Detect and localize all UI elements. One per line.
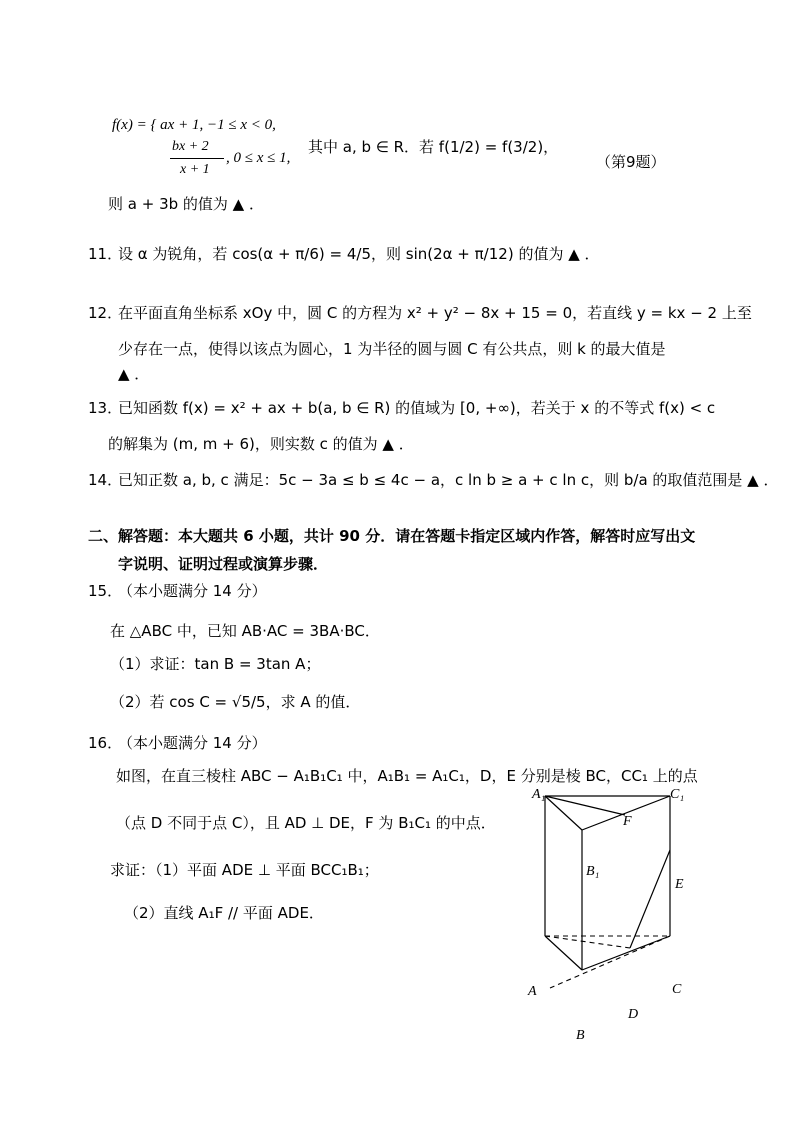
q16-line1: 如图，在直三棱柱 ABC − A₁B₁C₁ 中，A₁B₁ = A₁C₁，D，E 分别是棱 BC，CC₁ 上的点 bbox=[116, 767, 698, 785]
q11-number: 11． bbox=[88, 245, 123, 263]
label-f: F bbox=[623, 814, 632, 829]
q10-fraction-bar bbox=[170, 158, 224, 159]
q16-prove2: （2）直线 A₁F // 平面 ADE． bbox=[124, 904, 324, 922]
edge-a1b1 bbox=[545, 796, 582, 830]
q11-text: 设 α 为锐角，若 cos(α + π/6) = 4/5，则 sin(2α + π/12) 的值为 ▲ ． bbox=[118, 245, 600, 263]
q10-ask: 则 a + 3b 的值为 ▲ ． bbox=[108, 195, 264, 213]
q14-text: 已知正数 a, b, c 满足：5c − 3a ≤ b ≤ 4c − a，c ln b ≥ a + c ln c，则 b/a 的取值范围是 ▲ ． bbox=[118, 471, 779, 489]
q13-number: 13． bbox=[88, 399, 123, 417]
q12-line3: ▲ ． bbox=[118, 365, 150, 383]
segment-a1f bbox=[545, 796, 625, 815]
hidden-segment-ad bbox=[550, 936, 670, 988]
q10-func-piece2-num: bx + 2 bbox=[172, 139, 209, 154]
q10-func-piece2-tail: , 0 ≤ x ≤ 1, bbox=[226, 150, 291, 166]
label-e: E bbox=[675, 877, 684, 892]
label-a1: A₁ bbox=[532, 787, 546, 802]
q15-given: 在 △ABC 中，已知 AB·AC = 3BA·BC． bbox=[110, 622, 380, 640]
q10-func-piece1: f(x) = { ax + 1, −1 ≤ x < 0, bbox=[112, 117, 276, 133]
label-c: C bbox=[672, 982, 682, 997]
label-a: A bbox=[528, 984, 537, 999]
q15-part1: （1）求证：tan B = 3tan A； bbox=[110, 655, 321, 673]
q12-number: 12． bbox=[88, 304, 123, 322]
label-b1: B₁ bbox=[586, 864, 600, 879]
edge-ab bbox=[545, 936, 582, 970]
q13-line2: 的解集为 (m, m + 6)，则实数 c 的值为 ▲ ． bbox=[108, 435, 414, 453]
section2-heading-line1: 二、解答题：本大题共 6 小题，共计 90 分．请在答题卡指定区域内作答，解答时应写出文 bbox=[88, 527, 696, 545]
hidden-segment-ad-upper bbox=[545, 936, 630, 948]
q16-prove1: 求证：（1）平面 ADE ⊥ 平面 BCC₁B₁； bbox=[110, 861, 379, 879]
section2-heading-line2: 字说明、证明过程或演算步骤． bbox=[118, 555, 329, 573]
q16-line2: （点 D 不同于点 C），且 AD ⊥ DE，F 为 B₁C₁ 的中点． bbox=[116, 814, 496, 832]
label-b: B bbox=[576, 1028, 585, 1043]
q10-ref: （第9题） bbox=[596, 153, 666, 171]
q12-line2: 少存在一点，使得以该点为圆心，1 为半径的圆与圆 C 有公共点，则 k 的最大值是 bbox=[118, 340, 666, 358]
q15-part2: （2）若 cos C = √5/5，求 A 的值． bbox=[110, 693, 361, 711]
q13-line1: 已知函数 f(x) = x² + ax + b(a, b ∈ R) 的值域为 [0, +∞)，若关于 x 的不等式 f(x) < c bbox=[118, 399, 716, 417]
segment-de bbox=[630, 850, 670, 948]
q15-number: 15． bbox=[88, 582, 123, 600]
label-d: D bbox=[628, 1007, 639, 1022]
prism-figure bbox=[520, 778, 720, 1048]
q10-condition: 其中 a, b ∈ R．若 f(1/2) = f(3/2)， bbox=[308, 138, 559, 156]
q12-line1: 在平面直角坐标系 xOy 中，圆 C 的方程为 x² + y² − 8x + 15 = 0，若直线 y = kx − 2 上至 bbox=[118, 304, 752, 322]
label-c1: C₁ bbox=[670, 787, 685, 802]
edge-bc bbox=[582, 936, 670, 970]
q10-func-piece2-den: x + 1 bbox=[180, 162, 210, 177]
q16-number: 16． bbox=[88, 734, 123, 752]
q15-points: （本小题满分 14 分） bbox=[118, 582, 267, 600]
q16-points: （本小题满分 14 分） bbox=[118, 734, 267, 752]
q14-number: 14． bbox=[88, 471, 123, 489]
